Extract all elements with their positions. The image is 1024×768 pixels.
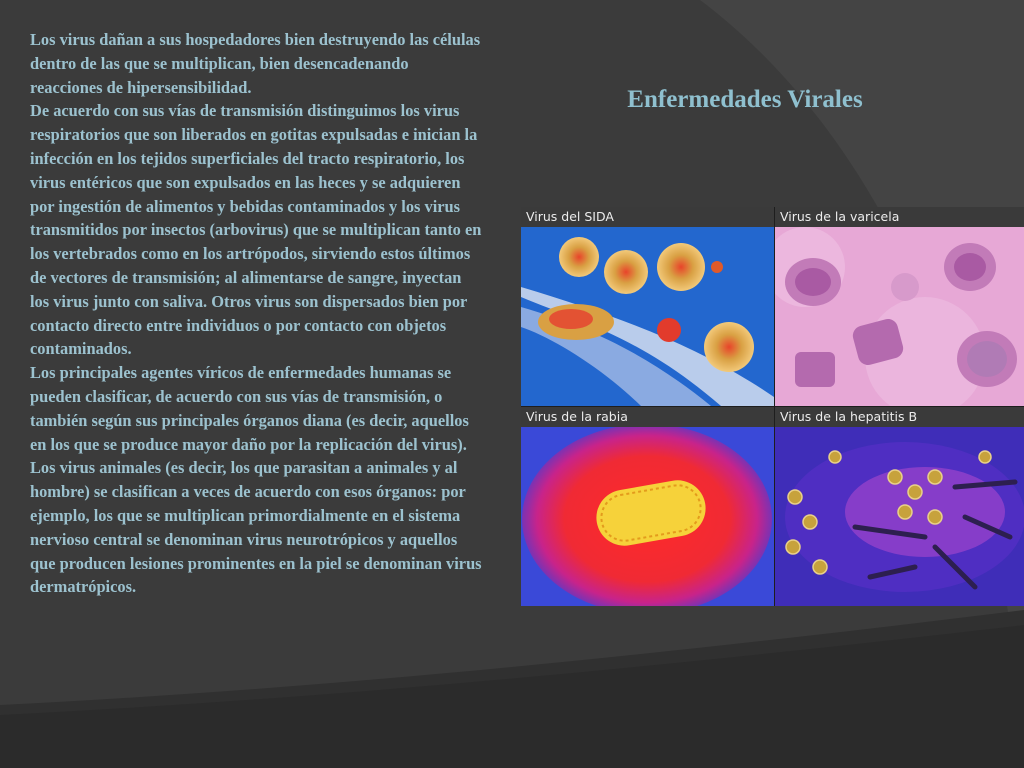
hepatitis-b-micrograph bbox=[775, 427, 1024, 606]
varicella-micrograph bbox=[775, 227, 1024, 406]
caption-rabies: Virus de la rabia bbox=[521, 407, 774, 427]
paragraph-2: De acuerdo con sus vías de transmisión distinguimos los virus respiratorios que son liberados en gotitas expulsadas e inician la infección en los tejidos superficiales del tracto respiratorio, los virus entéricos que son expulsados en las heces y se adquieren por ingestión de alimentos y bebidas contaminados y los virus transmitidos por insectos (arbovirus) que se multiplican tanto en los vertebrados como en los artrópodos, sirviendo estos últimos de vectores de transmisión; al alimentarse de sangre, inyectan los virus junto con saliva. Otros virus son dispersados bien por contacto directo entre individuos o por contacto con objetos contaminados. bbox=[30, 101, 482, 359]
hiv-micrograph bbox=[521, 227, 774, 406]
paragraph-1: Los virus dañan a sus hospedadores bien destruyendo las células dentro de las que se multiplican, bien desencadenando reacciones de hipersensibilidad. bbox=[30, 30, 481, 97]
rabies-micrograph bbox=[521, 427, 774, 606]
caption-hepatitis-b: Virus de la hepatitis B bbox=[775, 407, 1024, 427]
image-varicella bbox=[775, 207, 1024, 406]
virus-image-grid bbox=[521, 207, 1024, 606]
paragraph-3: Los principales agentes víricos de enfermedades humanas se pueden clasificar, de acuerdo con sus vías de transmisión, o también según sus principales órganos diana (es decir, aquellos en los que se produce mayor daño por la replicación del virus). Los virus animales (es decir, los que parasitan a animales y al hombre) se clasifican a veces de acuerdo con esos órganos: por ejemplo, los que se multiplican primordialmente en el sistema nervioso central se denominan virus neurotrópicos y aquellos que producen lesiones prominentes en la piel se denominan virus dermatrópicos. bbox=[30, 363, 482, 597]
image-rabies bbox=[521, 407, 774, 606]
image-hepatitis-b bbox=[775, 407, 1024, 606]
body-text bbox=[30, 28, 482, 599]
caption-varicella: Virus de la varicela bbox=[775, 207, 1024, 227]
caption-hiv: Virus del SIDA bbox=[521, 207, 774, 227]
image-hiv bbox=[521, 207, 774, 406]
slide-title: Enfermedades Virales bbox=[627, 86, 863, 113]
